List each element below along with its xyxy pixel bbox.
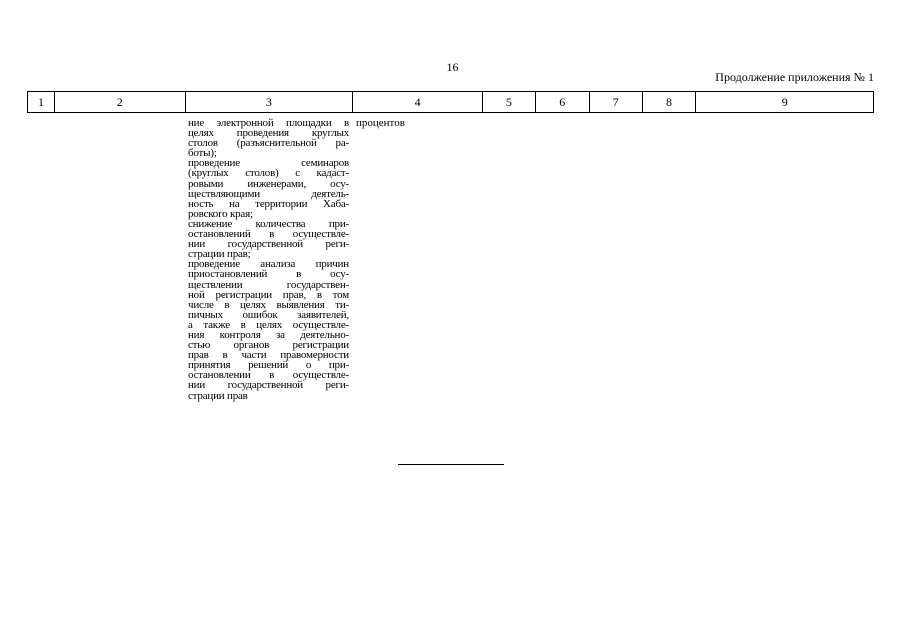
col3-line: пичных ошибок заявителей, [188, 308, 349, 321]
col3-text [188, 118, 349, 401]
col3-line: остановлении в осуществле- [188, 369, 349, 382]
col3-line: ществлении государствен- [188, 278, 349, 291]
col4-text: процентов [356, 117, 405, 129]
col3-line: столов (разъяснительной ра- [188, 137, 349, 150]
header-cell-8: 8 [643, 92, 697, 112]
header-cell-6: 6 [536, 92, 590, 112]
col3-line: ной регистрации прав, в том [188, 288, 349, 301]
col3-line: принятия решений о при- [188, 359, 349, 372]
col3-line: прав в части правомерности [188, 349, 349, 362]
col3-line: ность на территории Хаба- [188, 197, 349, 210]
col3-line: страции прав [188, 389, 248, 402]
col3-line: нии государственной реги- [188, 379, 349, 392]
header-cell-2: 2 [55, 92, 186, 112]
header-cell-4: 4 [353, 92, 483, 112]
col3-line: целях проведения круглых [188, 127, 349, 140]
col3-line: стью органов регистрации [188, 339, 349, 352]
page-number: 16 [446, 60, 459, 74]
col3-line: ние электронной площадки в [188, 117, 349, 129]
header-cell-1: 1 [28, 92, 55, 112]
col3-line: ровского края; [188, 207, 253, 220]
col3-line: ния контроля за деятельно- [188, 328, 349, 341]
col3-line: приостановлений в осу- [188, 268, 349, 281]
col3-line: проведение анализа причин [188, 258, 349, 271]
col3-line: числе в целях выявления ти- [188, 298, 349, 311]
header-cell-3: 3 [186, 92, 354, 112]
table-header-row [27, 91, 874, 113]
continuation-label: Продолжение приложения № 1 [715, 70, 874, 84]
header-cell-7: 7 [590, 92, 643, 112]
col3-line: страции прав; [188, 248, 251, 261]
col3-line: а также в целях осуществле- [188, 318, 349, 331]
col3-line: остановлений в осуществле- [188, 228, 349, 241]
header-cell-5: 5 [483, 92, 536, 112]
col3-line: (круглых столов) с кадаст- [188, 167, 349, 180]
col3-line: боты); [188, 147, 217, 160]
col3-line: снижение количества при- [188, 217, 349, 230]
end-rule [398, 464, 504, 465]
col3-line: ровыми инженерами, осу- [188, 177, 349, 190]
header-cell-9: 9 [781, 94, 788, 109]
col3-line: ществляющими деятель- [188, 187, 349, 200]
col3-line: проведение семинаров [188, 157, 349, 170]
col3-line: нии государственной реги- [188, 238, 349, 251]
